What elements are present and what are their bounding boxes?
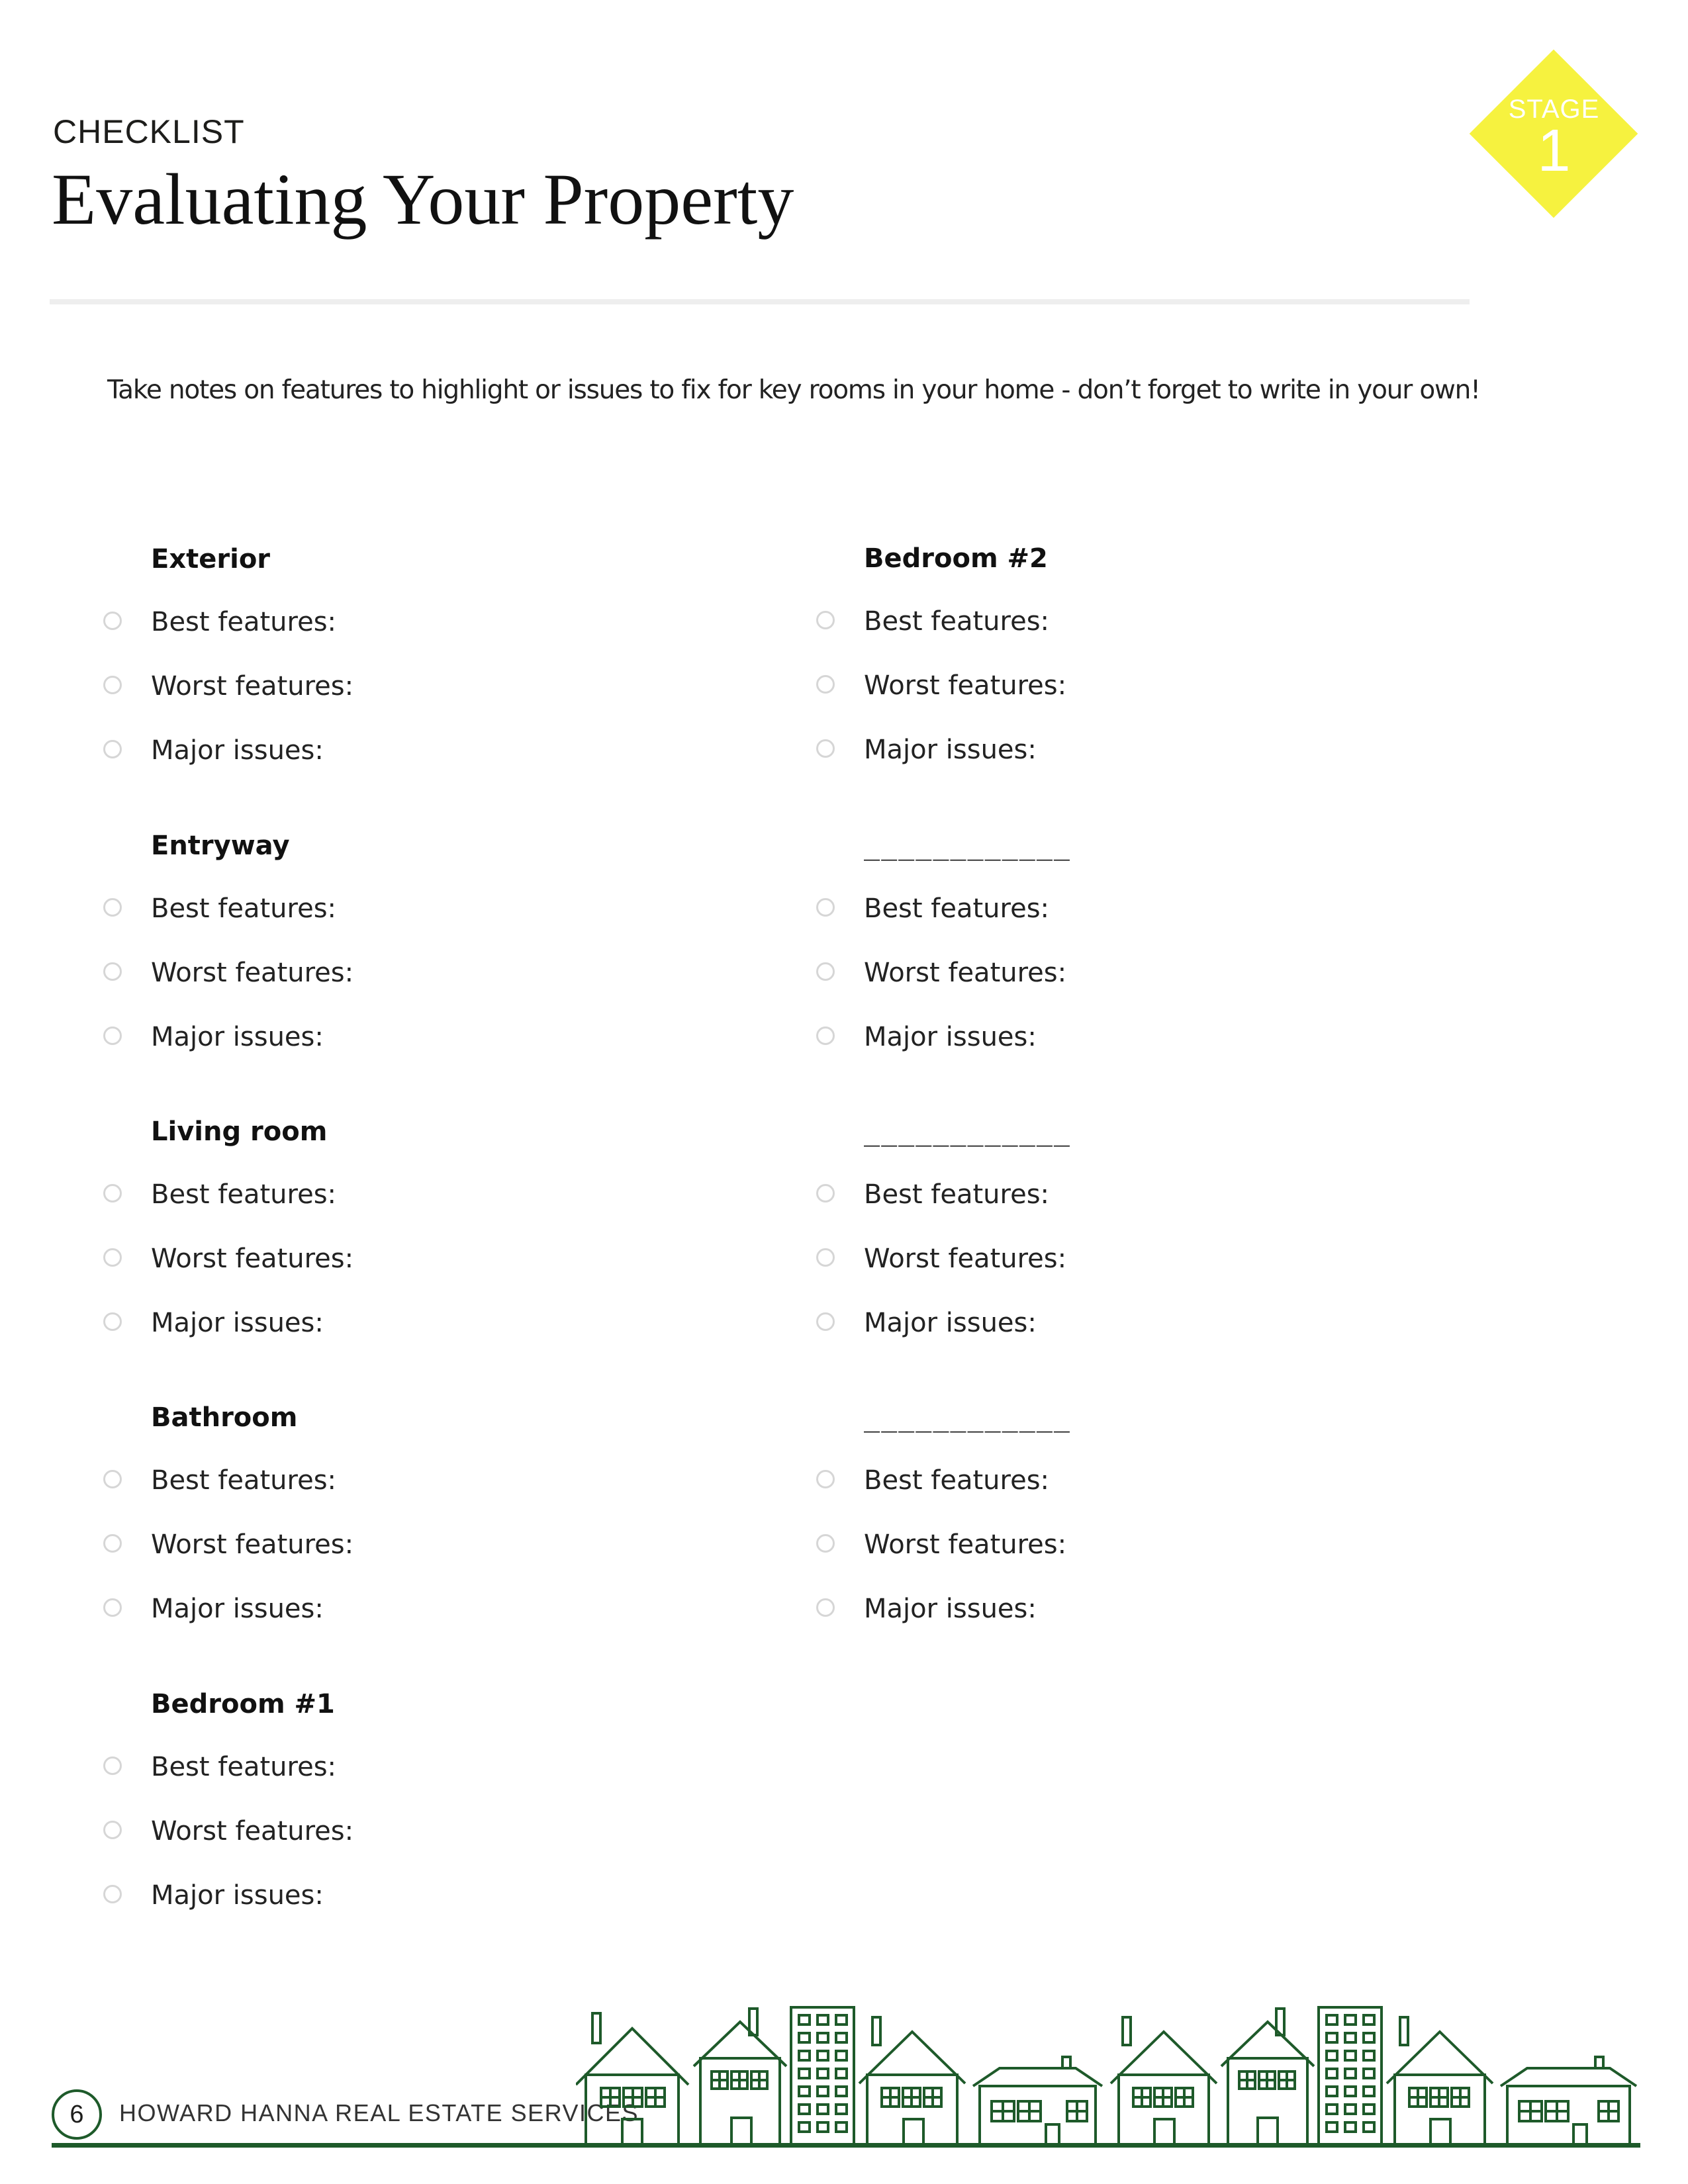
page-title: Evaluating Your Property: [52, 159, 794, 240]
checkbox-circle[interactable]: [103, 1470, 122, 1488]
item-label: Major issues:: [864, 735, 1037, 765]
checkbox-circle[interactable]: [103, 1821, 122, 1839]
item-label: Worst features:: [151, 1244, 354, 1274]
house-icon: [576, 2013, 688, 2144]
item-label: Major issues:: [864, 1022, 1037, 1052]
section-title: Bedroom #2: [864, 543, 1048, 574]
item-label: Best features:: [151, 1465, 337, 1496]
item-label: Best features:: [151, 1179, 337, 1210]
item-label: Worst features:: [151, 1529, 354, 1560]
building-icon: [1319, 2007, 1382, 2144]
item-label: Worst features:: [151, 958, 354, 988]
checkbox-circle[interactable]: [816, 1534, 835, 1553]
item-label: Worst features:: [864, 1244, 1067, 1274]
checkbox-circle[interactable]: [103, 1184, 122, 1203]
checkbox-circle[interactable]: [816, 1248, 835, 1267]
item-label: Best features:: [151, 1752, 337, 1782]
checkbox-circle[interactable]: [816, 675, 835, 694]
item-label: Worst features:: [864, 670, 1067, 701]
checkbox-circle[interactable]: [816, 962, 835, 981]
section-title: Entryway: [151, 831, 290, 861]
section-title-blank[interactable]: ____________: [864, 831, 1071, 861]
checkbox-circle[interactable]: [103, 898, 122, 917]
section-title: Bathroom: [151, 1402, 298, 1433]
checkbox-circle[interactable]: [816, 739, 835, 758]
house-icon: [859, 2017, 965, 2144]
intro-text: Take notes on features to highlight or issues to fix for key rooms in your home - don’t forget to write in your own!: [107, 375, 1480, 405]
section-title: Living room: [151, 1116, 328, 1147]
item-label: Best features:: [864, 893, 1050, 924]
stage-badge: [1470, 50, 1638, 218]
checkbox-circle[interactable]: [816, 611, 835, 629]
item-label: Major issues:: [151, 1594, 324, 1624]
checkbox-circle[interactable]: [103, 962, 122, 981]
checkbox-circle[interactable]: [816, 1312, 835, 1331]
ground-line: [52, 2143, 1640, 2148]
header-divider: [50, 299, 1470, 304]
checkbox-circle[interactable]: [103, 1248, 122, 1267]
house-skyline-illustration: [576, 2005, 1642, 2146]
checkbox-circle[interactable]: [103, 1598, 122, 1617]
header-eyebrow: CHECKLIST: [53, 113, 245, 150]
stage-label: STAGE: [1508, 95, 1600, 124]
item-label: Worst features:: [864, 1529, 1067, 1560]
item-label: Worst features:: [151, 671, 354, 702]
checkbox-circle[interactable]: [816, 1470, 835, 1488]
house-icon: [1501, 2057, 1636, 2144]
checkbox-circle[interactable]: [103, 1885, 122, 1903]
section-title: Bedroom #1: [151, 1689, 335, 1719]
checkbox-circle[interactable]: [103, 740, 122, 758]
section-title: Exterior: [151, 544, 271, 574]
item-label: Major issues:: [151, 1880, 324, 1911]
item-label: Best features:: [151, 893, 337, 924]
house-icon: [694, 2009, 786, 2144]
checkbox-circle[interactable]: [103, 1534, 122, 1553]
checkbox-circle[interactable]: [103, 676, 122, 694]
item-label: Best features:: [151, 607, 337, 637]
item-label: Worst features:: [864, 958, 1067, 988]
item-label: Major issues:: [151, 735, 324, 766]
page-number-badge: 6: [52, 2089, 102, 2140]
item-label: Best features:: [864, 1179, 1050, 1210]
checkbox-circle[interactable]: [103, 1312, 122, 1331]
house-icon: [1111, 2017, 1217, 2144]
building-icon: [791, 2007, 854, 2144]
checkbox-circle[interactable]: [103, 1756, 122, 1775]
section-title-blank[interactable]: ____________: [864, 1116, 1071, 1147]
checkbox-circle[interactable]: [816, 1598, 835, 1617]
section-title-blank[interactable]: ____________: [864, 1402, 1071, 1433]
checkbox-circle[interactable]: [103, 612, 122, 630]
stage-number: 1: [1537, 118, 1571, 184]
checkbox-circle[interactable]: [816, 1026, 835, 1045]
item-label: Major issues:: [151, 1022, 324, 1052]
item-label: Worst features:: [151, 1816, 354, 1846]
item-label: Best features:: [864, 606, 1050, 637]
checkbox-circle[interactable]: [816, 1184, 835, 1203]
house-icon: [1221, 2009, 1314, 2144]
house-icon: [1387, 2017, 1493, 2144]
checkbox-circle[interactable]: [816, 898, 835, 917]
item-label: Best features:: [864, 1465, 1050, 1496]
house-icon: [973, 2057, 1102, 2144]
item-label: Major issues:: [864, 1594, 1037, 1624]
footer-company-name: HOWARD HANNA REAL ESTATE SERVICES: [119, 2099, 639, 2126]
checkbox-circle[interactable]: [103, 1026, 122, 1045]
item-label: Major issues:: [864, 1308, 1037, 1338]
item-label: Major issues:: [151, 1308, 324, 1338]
